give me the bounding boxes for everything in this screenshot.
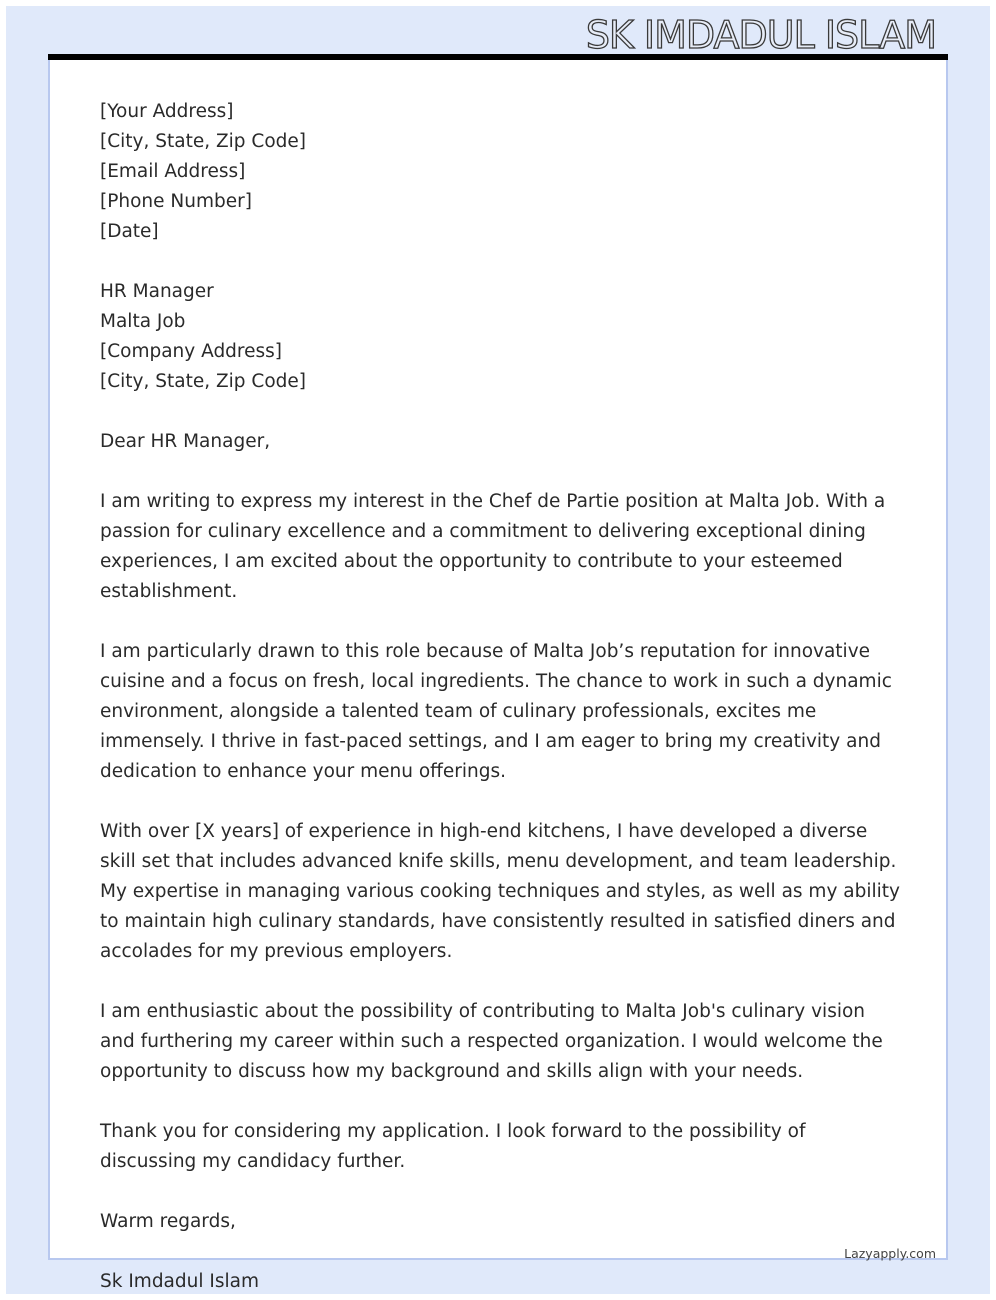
watermark: Lazyapply.com <box>844 1246 936 1261</box>
body-paragraph: Thank you for considering my application. I look forward to the possibility of discussing my candidacy further. <box>100 1121 806 1172</box>
recipient-address: [Company Address] <box>100 341 283 362</box>
recipient-title: HR Manager <box>100 281 214 302</box>
salutation: Dear HR Manager, <box>100 431 271 452</box>
body-paragraph: I am writing to express my interest in the Chef de Partie position at Malta Job. With a passion for culinary excellence and a commitment to delivering exceptional dining experiences, I am excited about the opportunity to contribute to your esteemed establishment. <box>100 491 886 602</box>
body-paragraph: I am particularly drawn to this role because of Malta Job’s reputation for innovative cuisine and a focus on fresh, local ingredients. The chance to work in such a dynamic environment, alongside a talented team of culinary professionals, excites me immensely. I thrive in fast-paced settings, and I am eager to bring my creativity and dedication to enhance your menu offerings. <box>100 641 892 782</box>
recipient-city: [City, State, Zip Code] <box>100 371 306 392</box>
sender-phone: [Phone Number] <box>100 191 252 212</box>
sender-email: [Email Address] <box>100 161 246 182</box>
body-paragraph: With over [X years] of experience in high-end kitchens, I have developed a diverse skill set that includes advanced knife skills, menu development, and team leadership. My expertise in managing various cooking techniques and styles, as well as my ability to maintain high culinary standards, have consistently resulted in satisfied diners and accolades for my previous employers. <box>100 821 900 962</box>
body-paragraph: I am enthusiastic about the possibility of contributing to Malta Job's culinary vision and furthering my career within such a respected organization. I would welcome the opportunity to discuss how my background and skills align with your needs. <box>100 1001 883 1082</box>
signature: Sk Imdadul Islam <box>100 1271 259 1292</box>
recipient-company: Malta Job <box>100 311 186 332</box>
letter-body <box>100 97 900 1237</box>
sender-date: [Date] <box>100 221 159 242</box>
sender-address: [Your Address] <box>100 101 234 122</box>
recipient-block <box>100 277 900 397</box>
header-name: SK IMDADUL ISLAM <box>585 13 936 57</box>
sender-block <box>100 97 900 247</box>
closing: Warm regards, <box>100 1211 236 1232</box>
sender-city: [City, State, Zip Code] <box>100 131 306 152</box>
